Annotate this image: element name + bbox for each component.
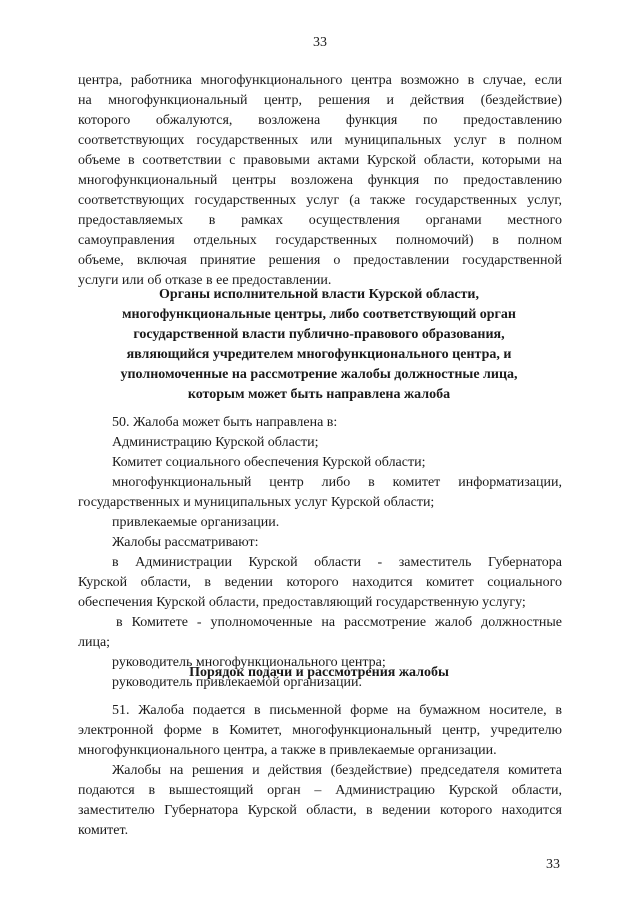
heading-line: Органы исполнительной власти Курской области,: [159, 287, 479, 302]
text-line: подаются в вышестоящий орган – Администрацию Курской области,: [78, 783, 562, 798]
text-line: объеме, включая принятие решения о предоставлении государственной: [78, 253, 562, 268]
text-line: 51. Жалоба подается в письменной форме на бумажном носителе, в: [112, 703, 562, 718]
text-line: Комитет социального обеспечения Курской области;: [112, 455, 426, 470]
text-line: многофункциональный центр либо в комитет информатизации,: [112, 475, 562, 490]
heading-line: многофункциональные центры, либо соответствующий орган: [122, 307, 516, 322]
heading-line: уполномоченные на рассмотрение жалобы должностные лица,: [120, 367, 518, 382]
text-line: центра, работника многофункционального центра возможно в случае, если: [78, 73, 562, 88]
text-line: объеме в соответствии с правовыми актами Курской области, которыми на: [78, 153, 562, 168]
text-line: заместителю Губернатора Курской области, в ведении которого находится: [78, 803, 562, 818]
text-line: соответствующих государственных или муниципальных услуг в полном: [78, 133, 562, 148]
text-line: руководитель привлекаемой организации.: [112, 675, 362, 690]
text-line: комитет.: [78, 823, 129, 838]
text-line: которого обжалуются, возложена функция по предоставлению: [78, 113, 562, 128]
text-line: Курской области, в ведении которого находится комитет социального: [78, 575, 562, 590]
text-line: соответствующих государственных услуг (а также государственных услуг,: [78, 193, 562, 208]
page-number-bottom: 33: [546, 857, 560, 872]
text-line: многофункциональный центры возложена функция по предоставлению: [78, 173, 562, 188]
text-line: Администрацию Курской области;: [112, 435, 319, 450]
text-line: предоставляемых в рамках осуществления органами местного: [78, 213, 562, 228]
text-line: многофункционального центра, а также в привлекаемые организации.: [78, 743, 497, 758]
text-line: в Комитете - уполномоченные на рассмотрение жалоб должностные: [116, 615, 562, 630]
text-line: Жалобы рассматривают:: [112, 535, 259, 550]
heading-line: являющийся учредителем многофункционального центра, и: [126, 347, 512, 362]
heading-line: которым может быть направлена жалоба: [187, 387, 451, 402]
text-line: самоуправления отдельных государственных полномочий) в полном: [78, 233, 562, 248]
heading-2: Порядок подачи и рассмотрения жалобы: [189, 665, 449, 680]
page-number-top: 33: [313, 35, 327, 50]
heading-line: государственной власти публично-правового образования,: [133, 327, 505, 342]
text-line: государственных и муниципальных услуг Курской области;: [78, 495, 435, 510]
text-line: 50. Жалоба может быть направлена в:: [112, 415, 338, 430]
text-line: лица;: [78, 635, 111, 650]
text-line: Жалобы на решения и действия (бездействие) председателя комитета: [112, 763, 562, 778]
text-line: обеспечения Курской области, предоставляющий государственную услугу;: [78, 595, 526, 610]
text-line: руководитель многофункционального центра;: [112, 655, 386, 670]
text-line: привлекаемые организации.: [112, 515, 280, 530]
text-line: в Администрации Курской области - заместитель Губернатора: [112, 555, 562, 570]
text-line: на многофункциональный центр, решения и действия (бездействие): [78, 93, 562, 108]
text-line: электронной форме в Комитет, многофункциональный центр, учредителю: [78, 723, 562, 738]
text-line: услуги или об отказе в ее предоставлении.: [78, 273, 332, 288]
